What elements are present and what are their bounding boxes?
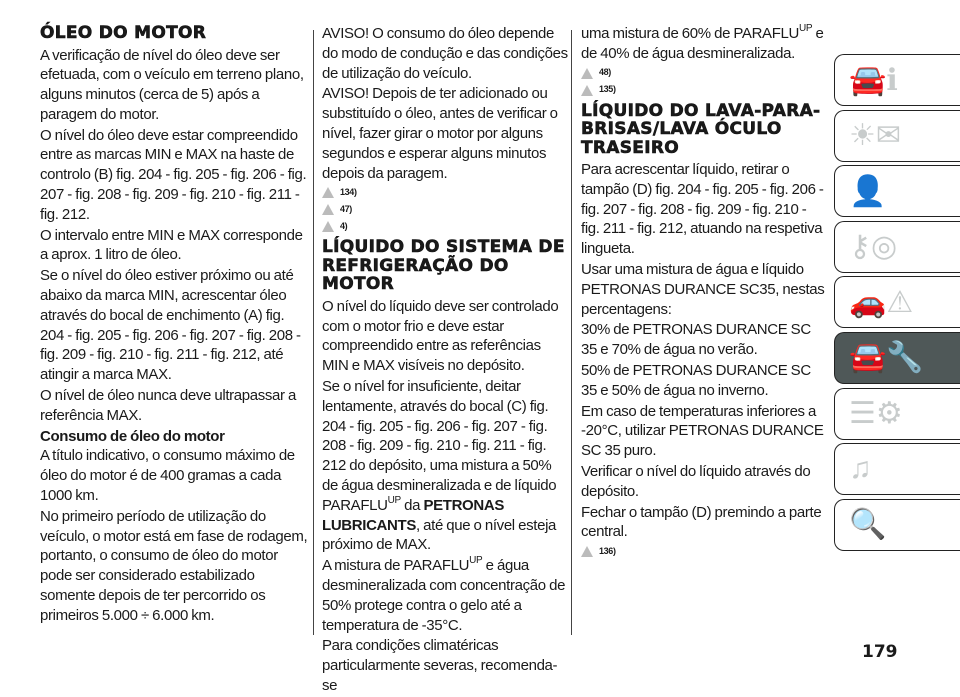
chapter-tabs bbox=[834, 54, 960, 554]
subheading-oil-consumption: Consumo de óleo do motor bbox=[40, 427, 225, 445]
warning-ref-label: 136) bbox=[599, 545, 616, 556]
brand-text: PETRONAS LUBRICANTS bbox=[322, 496, 504, 534]
superscript: UP bbox=[799, 23, 813, 34]
warning-icon bbox=[581, 85, 593, 96]
text: da bbox=[400, 496, 424, 514]
tab-car-info[interactable] bbox=[834, 54, 960, 106]
warning-ref-label: 135) bbox=[599, 84, 616, 95]
paragraph: A verificação de nível do óleo deve ser efetuada, com o veículo em terreno plano, alguns minutos (cerca de 5) após a paragem do motor. bbox=[40, 46, 304, 123]
heading-washer-fluid: LÍQUIDO DO LAVA-PARA-BRISAS/LAVA ÓCULO TRASEIRO bbox=[581, 100, 821, 158]
emergency-triangle-icon: 🚗⚠ bbox=[849, 285, 914, 319]
paragraph bbox=[322, 556, 568, 635]
car-info-icon: 🚘ℹ bbox=[849, 63, 898, 97]
music-icon: ♫ bbox=[849, 452, 872, 486]
recycle-icon bbox=[322, 221, 334, 232]
warning-ref-label: 48) bbox=[599, 67, 611, 78]
heading-coolant: LÍQUIDO DO SISTEMA DE REFRIGERAÇÃO DO MOTOR bbox=[322, 237, 565, 295]
text: Se o nível for insuficiente, deitar lentamente, através do bocal (C) fig. 204 - fig. 205 - fig. 206 - fig. 207 - fig. 208 - fig. 209 - fig. 210 - fig. 211 - fig. 212 do depósito, uma mistura a 50% de água desmineralizada e de líquido PARAFLU bbox=[322, 378, 557, 514]
column-divider bbox=[571, 30, 572, 635]
paragraph: 30% de PETRONAS DURANCE SC 35 e 70% de água no verão. bbox=[581, 321, 811, 359]
text: , até que o nível esteja próximo de MAX. bbox=[322, 516, 557, 554]
paragraph: Para condições climatéricas particularmente severas, recomenda-se bbox=[322, 637, 558, 695]
warning-ref[interactable] bbox=[322, 184, 568, 201]
tab-multimedia[interactable] bbox=[834, 443, 960, 495]
heading-engine-oil: ÓLEO DO MOTOR bbox=[40, 23, 207, 43]
warning-ref-label: 4) bbox=[340, 220, 348, 231]
paragraph: Se o nível do óleo estiver próximo ou até abaixo da marca MIN, acrescentar óleo através do bocal de enchimento (A) fig. 204 - fig. 205 - fig. 206 - fig. 207 - fig. 208 - fig. 209 - fig. 210 - fig. 211 - fig. 212, até atingir a marca MAX. bbox=[40, 267, 301, 384]
column-3 bbox=[581, 24, 825, 560]
paragraph: AVISO! Depois de ter adicionado ou substituído o óleo, antes de verificar o nível, fazer girar o motor por alguns segundos e esperar alguns minutos depois da paragem. bbox=[322, 85, 558, 182]
superscript: UP bbox=[387, 494, 401, 506]
warning-ref[interactable] bbox=[322, 218, 568, 235]
page-number: 179 bbox=[862, 642, 898, 662]
tab-emergency[interactable] bbox=[834, 276, 960, 328]
paragraph: Usar uma mistura de água e líquido PETRONAS DURANCE SC35, nestas percentagens: bbox=[581, 261, 825, 318]
paragraph: No primeiro período de utilização do veículo, o motor está em fase de rodagem, portanto, o consumo de óleo do motor pode ser considerado estabilizado somente depois de ter percorrido os primeiros 5.000 ÷ 6.000 km. bbox=[40, 507, 308, 624]
tab-starting-driving[interactable] bbox=[834, 221, 960, 273]
tab-index[interactable] bbox=[834, 499, 960, 551]
warning-icon bbox=[322, 187, 334, 198]
paragraph: A título indicativo, o consumo máximo de óleo do motor é de 400 gramas a cada 1000 km. bbox=[40, 447, 295, 505]
warning-ref[interactable] bbox=[322, 201, 568, 218]
index-search-icon: 🔍 bbox=[849, 508, 887, 542]
column-divider bbox=[313, 30, 314, 635]
paragraph: O nível do óleo deve estar compreendido entre as marcas MIN e MAX na haste de controlo (B) fig. 204 - fig. 205 - fig. 206 - fig. 207 - fig. 208 - fig. 209 - fig. 210 - fig. 211 - fig. 212. bbox=[40, 126, 307, 223]
warning-ref[interactable] bbox=[581, 543, 825, 560]
tab-safety[interactable] bbox=[834, 165, 960, 217]
text: A mistura de PARAFLU bbox=[322, 557, 470, 575]
column-2 bbox=[322, 24, 568, 697]
tab-technical-data[interactable] bbox=[834, 388, 960, 440]
text: e água desmineralizada com concentração de 50% protege contra o gelo até a temperatura de -35°C. bbox=[322, 557, 566, 634]
tab-maintenance[interactable] bbox=[834, 332, 960, 384]
paragraph: O intervalo entre MIN e MAX corresponde a aprox. 1 litro de óleo. bbox=[40, 226, 303, 264]
superscript: UP bbox=[469, 555, 483, 567]
warning-ref[interactable] bbox=[581, 65, 825, 82]
warning-ref-label: 47) bbox=[340, 203, 352, 214]
airbag-icon: 👤 bbox=[849, 174, 887, 208]
paragraph: 50% de PETRONAS DURANCE SC 35 e 50% de água no inverno. bbox=[581, 362, 811, 399]
paragraph: O nível do líquido deve ser controlado com o motor frio e deve estar compreendido entre as referências MIN e MAX visíveis no depósito. bbox=[322, 297, 559, 375]
text: e de 40% de água desmineralizada. bbox=[581, 25, 824, 62]
environment-icon bbox=[322, 204, 334, 215]
list-gear-icon: ☰⚙ bbox=[849, 397, 903, 431]
car-wrench-icon: 🚘🔧 bbox=[849, 341, 924, 375]
paragraph: O nível de óleo nunca deve ultrapassar a referência MAX. bbox=[40, 387, 297, 424]
warning-icon bbox=[581, 546, 593, 557]
paragraph bbox=[581, 24, 825, 64]
warning-ref-label: 134) bbox=[340, 186, 357, 197]
warning-ref[interactable] bbox=[581, 82, 825, 99]
text: uma mistura de 60% de PARAFLU bbox=[581, 25, 800, 42]
paragraph: AVISO! O consumo do óleo depende do modo de condução e das condições de utilização do veículo. bbox=[322, 25, 568, 82]
environment-icon bbox=[581, 68, 593, 79]
column-1 bbox=[40, 24, 308, 627]
paragraph: Para acrescentar líquido, retirar o tampão (D) fig. 204 - fig. 205 - fig. 206 - fig. 207 - fig. 208 - fig. 209 - fig. 210 - fig. 211 - fig. 212, atuando na respetiva lingueta. bbox=[581, 161, 824, 258]
key-steering-icon: ⚷◎ bbox=[849, 230, 898, 264]
paragraph bbox=[322, 377, 568, 555]
paragraph: Fechar o tampão (D) premindo a parte central. bbox=[581, 503, 822, 541]
paragraph: Em caso de temperaturas inferiores a -20°C, utilizar PETRONAS DURANCE SC 35 puro. bbox=[581, 402, 824, 460]
tab-lights-messages[interactable] bbox=[834, 110, 960, 162]
paragraph: Verificar o nível do líquido através do depósito. bbox=[581, 463, 811, 500]
lamp-envelope-icon: ☀✉ bbox=[849, 119, 902, 153]
